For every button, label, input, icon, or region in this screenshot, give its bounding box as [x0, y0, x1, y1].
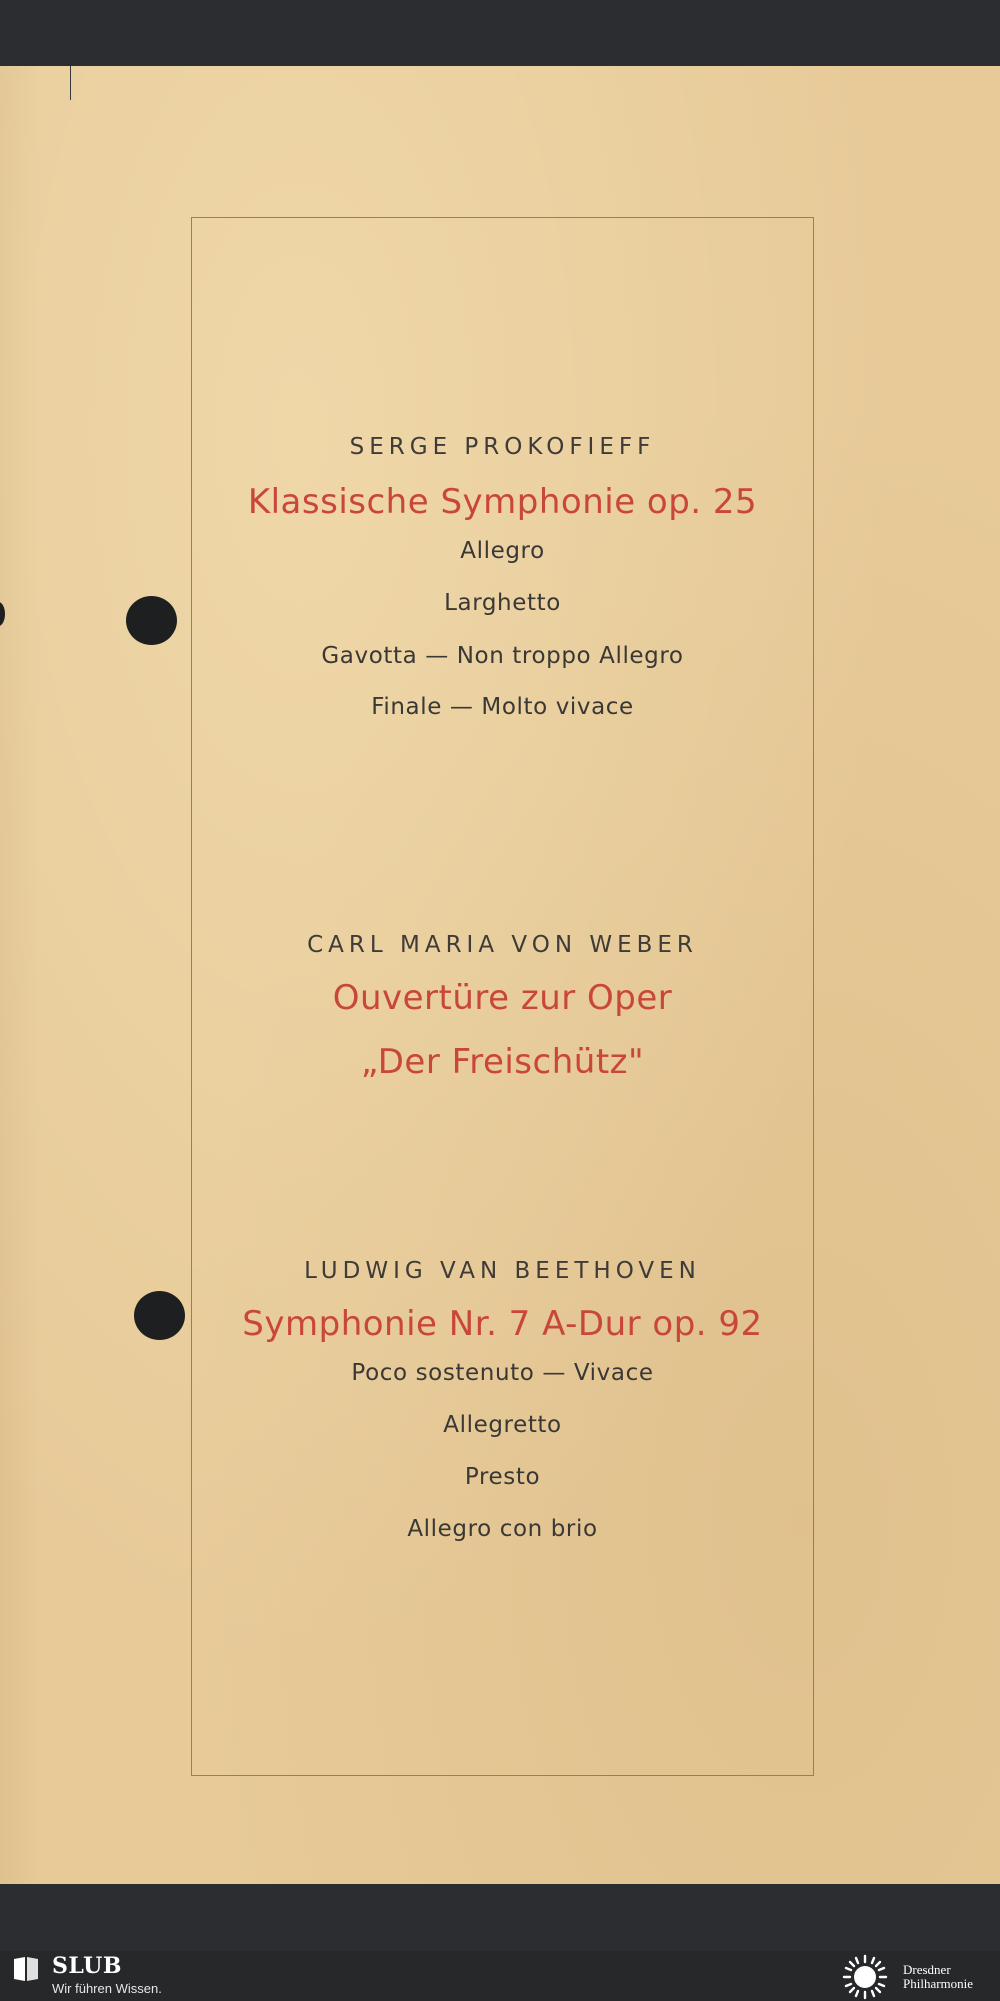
movement-item: Allegro — [460, 538, 545, 564]
scan-bottom-border — [0, 1884, 1000, 1951]
movement-item: Poco sostenuto — Vivace — [351, 1360, 654, 1386]
library-name: SLUB — [52, 1953, 122, 1979]
scan-top-border — [0, 0, 1000, 66]
library-tagline: Wir führen Wissen. — [52, 1981, 162, 1996]
movement-item: Finale — Molto vivace — [371, 694, 634, 720]
composer-prokofieff: SERGE PROKOFIEFF — [349, 434, 656, 460]
work-title-symphonie-nr-7: Symphonie Nr. 7 A-Dur op. 92 — [242, 1304, 763, 1344]
philharmonie-sunburst-icon — [842, 1954, 888, 2000]
punch-hole-upper — [126, 596, 177, 645]
work-title-klassische-symphonie: Klassische Symphonie op. 25 — [247, 482, 758, 522]
partner-name — [903, 1963, 973, 1991]
movement-item: Larghetto — [444, 590, 561, 616]
movement-item: Gavotta — Non troppo Allegro — [321, 643, 684, 669]
programme-page — [0, 66, 1000, 1884]
movement-item: Allegretto — [443, 1412, 562, 1438]
partner-name-line2: Philharmonie — [903, 1976, 974, 1991]
movement-item: Allegro con brio — [407, 1516, 598, 1542]
work-title-freischuetz: „Der Freischütz" — [360, 1042, 645, 1082]
movement-item: Presto — [464, 1464, 541, 1490]
punch-hole-lower — [134, 1291, 185, 1340]
partner-name-line1: Dresdner — [903, 1962, 951, 1977]
slub-book-icon — [12, 1955, 40, 1983]
work-title-ouverture: Ouvertüre zur Oper — [332, 978, 673, 1018]
fold-line — [70, 66, 71, 100]
punch-hole-left-edge — [0, 602, 5, 626]
footer-bar — [0, 1951, 1000, 2001]
composer-weber: CARL MARIA VON WEBER — [307, 932, 698, 958]
programme-frame — [191, 217, 814, 1776]
composer-beethoven: LUDWIG VAN BEETHOVEN — [304, 1258, 701, 1284]
